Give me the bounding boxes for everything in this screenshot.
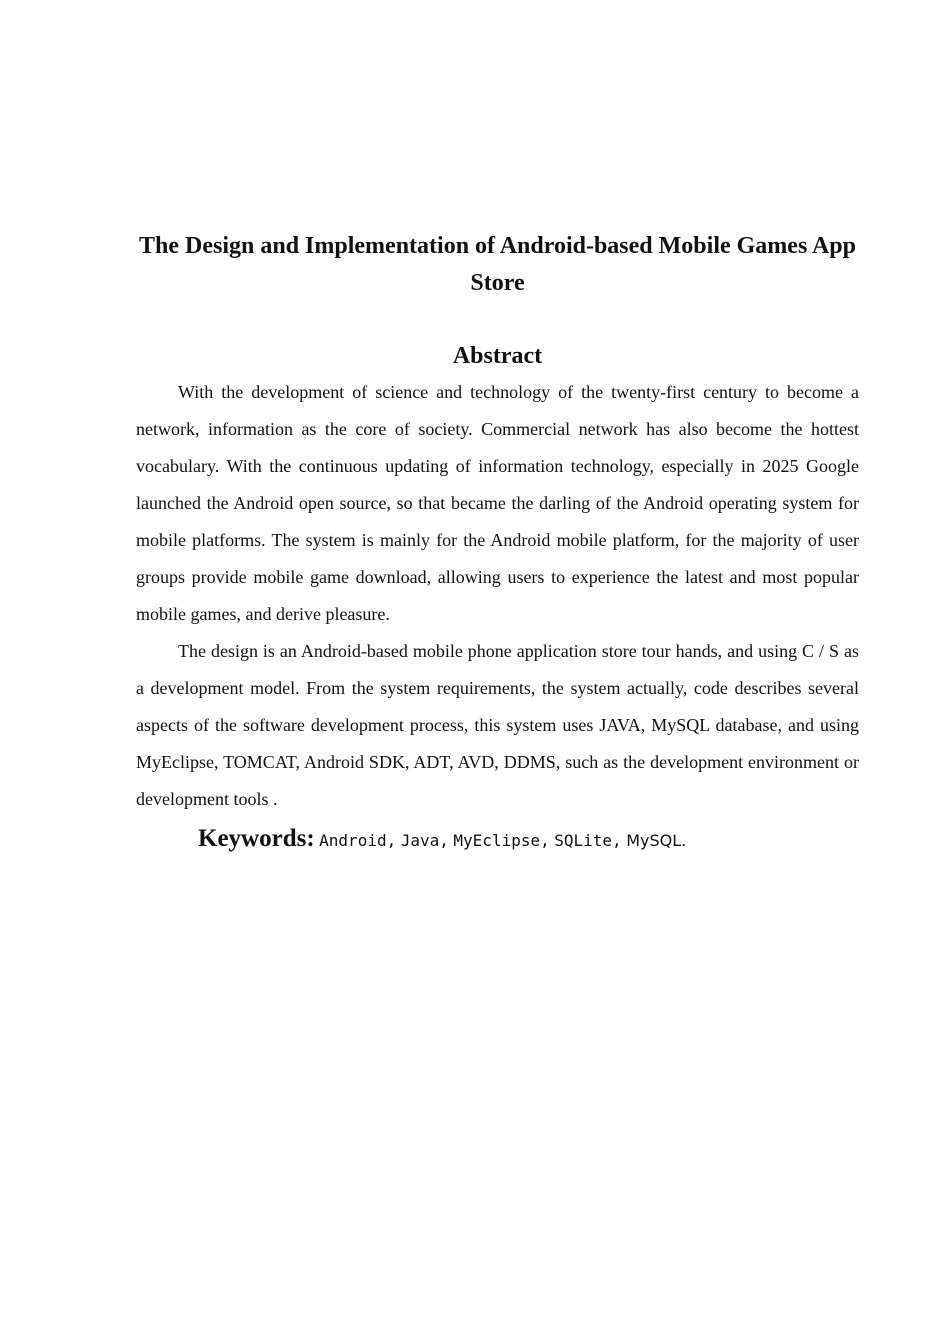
keyword-separator: , (540, 831, 550, 850)
keyword-item: MySQL (626, 831, 682, 850)
keyword-item: Android (319, 831, 387, 850)
keywords-line (198, 822, 859, 858)
keyword-terminator: . (681, 831, 687, 850)
abstract-paragraph-2: The design is an Android-based mobile phone application store tour hands, and using C / S as a development model. From the system requirements, the system actually, code describes several aspects of the software development process, this system uses JAVA, MySQL database, and using MyEclipse, TOMCAT, Android SDK, ADT, AVD, DDMS, such as the development environment or development tools . (136, 641, 859, 809)
paper-title: The Design and Implementation of Android-based Mobile Games App Store (139, 233, 856, 296)
abstract-heading: Abstract (452, 343, 543, 369)
keyword-item: MyEclipse (453, 831, 541, 850)
keyword-separator: , (386, 831, 397, 850)
keywords-label: Keywords: (198, 825, 315, 852)
keyword-separator: , (612, 831, 622, 850)
keyword-item: Java (400, 831, 440, 850)
keyword-separator: , (439, 831, 449, 850)
abstract-paragraph-1: With the development of science and technology of the twenty-first century to become a network, information as the core of society. Commercial network has also become the hottest vocabulary. With the continuous updating of information technology, especially in 2025 Google launched the Android open source, so that became the darling of the Android operating system for mobile platforms. The system is mainly for the Android mobile platform, for the majority of user groups provide mobile game download, allowing users to experience the latest and most popular mobile games, and derive pleasure. (136, 382, 859, 624)
keyword-item: SQLite (554, 831, 613, 850)
abstract-body (136, 374, 859, 818)
